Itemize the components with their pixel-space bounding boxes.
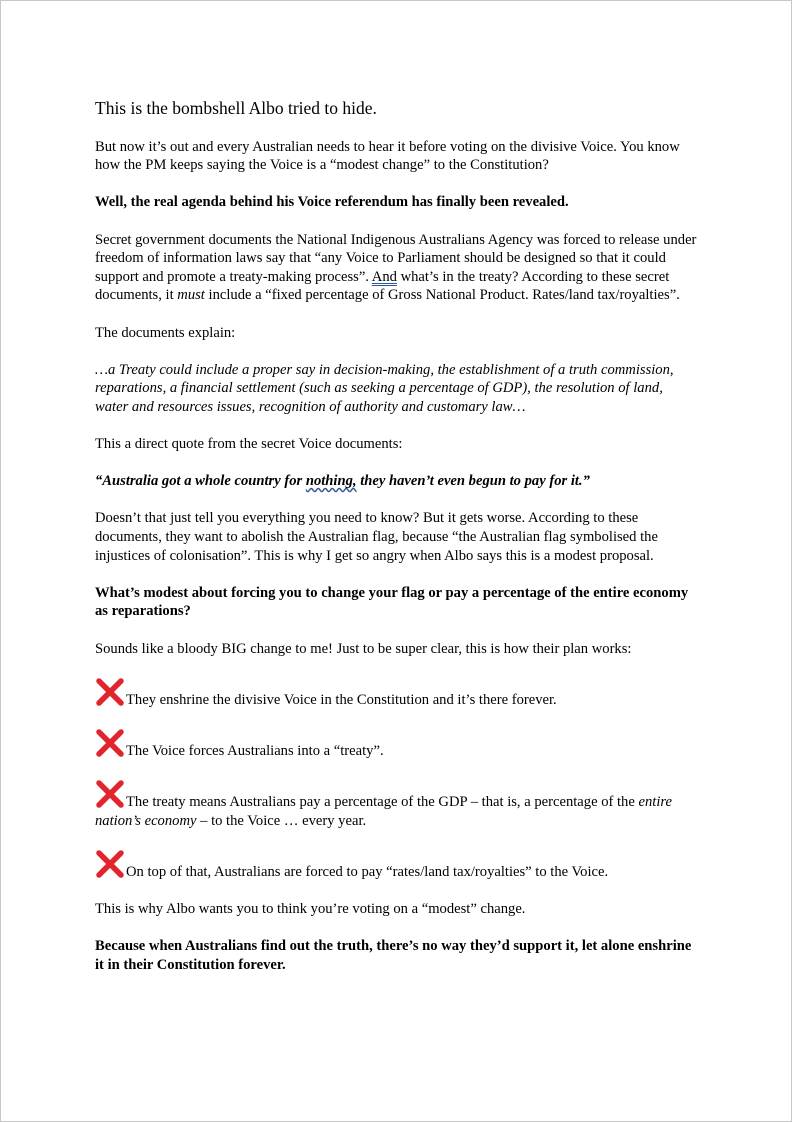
spellcheck-flagged-word: nothing, bbox=[305, 473, 357, 490]
plan-item-3 bbox=[95, 779, 697, 830]
document-body bbox=[95, 97, 697, 975]
paragraph-agenda-revealed: Well, the real agenda behind his Voice referendum has finally been revealed. bbox=[95, 194, 569, 211]
paragraph-modest-change: This is why Albo wants you to think you’re voting on a “modest” change. bbox=[95, 901, 526, 918]
plan-item-text: They enshrine the divisive Voice in the Constitution and it’s there forever. bbox=[126, 691, 557, 708]
text-segment: what’s in the treaty? According to these secret documents, it bbox=[95, 268, 670, 304]
paragraph-flag: Doesn’t that just tell you everything you need to know? But it gets worse. According to these documents, they want to abolish the Australian flag, because “the Australian flag symbolised the injustices of colonisation”. This is why I get so angry when Albo says this is a modest proposal. bbox=[95, 510, 658, 564]
plan-item-2 bbox=[95, 728, 697, 761]
text-segment: they haven’t even begun to pay for it.” bbox=[356, 473, 590, 490]
plan-item-1 bbox=[95, 677, 697, 710]
text-segment: include a “fixed percentage of Gross National Product. Rates/land tax/royalties”. bbox=[204, 287, 680, 304]
grammar-flagged-word: And bbox=[371, 268, 397, 285]
text-segment: Secret government documents the National Indigenous Australians Agency was forced to release under freedom of information laws say that “any Voice to Parliament should be designed so that it could support and promote a treaty-making process”. bbox=[95, 231, 697, 285]
plan-item-text: The Voice forces Australians into a “treaty”. bbox=[126, 743, 384, 759]
paragraph-documents-explain: The documents explain: bbox=[95, 324, 236, 341]
plan-item-text: The treaty means Australians pay a percentage of the GDP – that is, a percentage of the bbox=[126, 794, 639, 811]
cross-mark-icon bbox=[95, 779, 125, 809]
paragraph-modest-question: What’s modest about forcing you to change your flag or pay a percentage of the entire economy as reparations? bbox=[95, 584, 689, 620]
paragraph-direct-quote-intro: This a direct quote from the secret Voice documents: bbox=[95, 436, 403, 453]
cross-mark-icon bbox=[95, 677, 125, 707]
cross-mark-icon bbox=[95, 849, 125, 879]
emphasis-word: must bbox=[177, 287, 205, 304]
paragraph-secret-documents bbox=[95, 231, 697, 305]
cross-mark-icon bbox=[95, 728, 125, 758]
plan-item-4 bbox=[95, 849, 697, 882]
paragraph-intro: But now it’s out and every Australian needs to hear it before voting on the divisive Voice. You know how the PM keeps saying the Voice is a “modest change” to the Constitution? bbox=[95, 138, 680, 174]
plan-item-text: – to the Voice … every year. bbox=[196, 812, 367, 829]
plan-item-text: On top of that, Australians are forced to pay “rates/land tax/royalties” to the Voice. bbox=[126, 863, 609, 880]
quote-treaty-contents: …a Treaty could include a proper say in decision-making, the establishment of a truth commission, reparations, a financial settlement (such as seeking a percentage of GDP), the resolution of land, water and resources issues, recognition of authority and customary law… bbox=[95, 361, 674, 415]
paragraph-plan-intro: Sounds like a bloody BIG change to me! Just to be super clear, this is how their plan works: bbox=[95, 640, 632, 657]
headline: This is the bombshell Albo tried to hide. bbox=[95, 98, 377, 118]
text-segment: “Australia got a whole country for bbox=[95, 473, 306, 490]
paragraph-conclusion: Because when Australians find out the truth, there’s no way they’d support it, let alone enshrine it in their Constitution forever. bbox=[95, 938, 692, 973]
emphasis-phrase: entire nation’s economy bbox=[95, 794, 672, 829]
quote-whole-country bbox=[95, 472, 697, 491]
